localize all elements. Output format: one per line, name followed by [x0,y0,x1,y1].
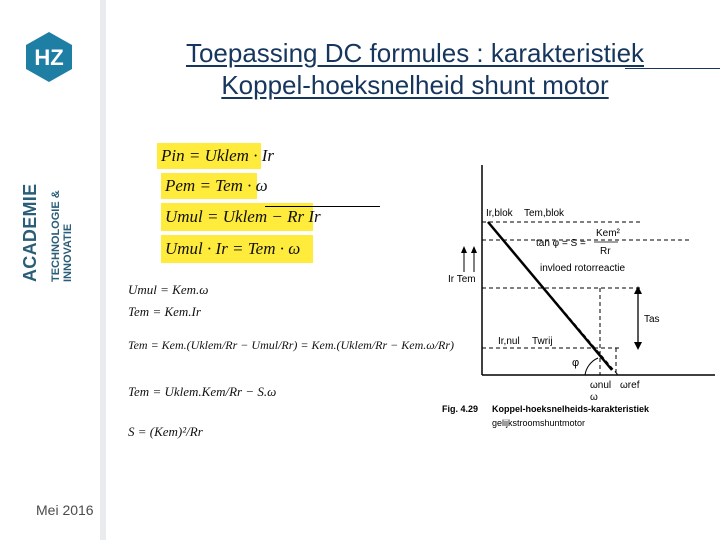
label-omega-nul: ωnul [590,380,612,391]
academie-label: ACADEMIE [20,183,40,282]
label-invloed: invloed rotorreactie [540,263,626,274]
torque-speed-diagram [440,150,720,435]
formula-pem: Pem = Tem · ω [165,176,268,195]
label-omega: ω [590,392,598,403]
formula-umul: Umul = Uklem − Rr Ir [165,207,321,226]
formula-pin: Pin = Uklem · Ir [161,146,274,165]
label-rr: Rr [600,246,611,257]
derivation-line-3: Tem = Kem.(Uklem/Rr − Umul/Rr) = Kem.(Uklem/Rr − Kem.ω/Rr) [128,338,455,352]
caption-fig: Fig. 4.29 [442,404,479,414]
label-omega-ref: ωref [620,380,640,391]
label-tem-blok: Tem,blok [524,208,565,219]
derivation [120,276,455,466]
slide-title [110,38,720,101]
derivation-line-4: Tem = Uklem.Kem/Rr − S.ω [128,384,277,399]
title-line-2: Koppel-hoeksnelheid shunt motor [221,69,609,100]
sidebar-divider [100,0,106,540]
formula-power-balance: Umul · Ir = Tem · ω [165,239,301,258]
label-ir-nul: Ir,nul [498,336,520,347]
label-ir-blok: Ir,blok [486,208,513,219]
label-phi: φ [572,357,580,369]
label-ir-tem: Ir Tem [448,274,476,285]
footer-date: Mei 2016 [36,502,94,518]
label-kem2: Kem² [596,228,620,239]
sidebar [0,0,97,540]
caption-line-2: gelijkstroomshuntmotor [492,418,586,428]
hz-logo [22,30,76,84]
caption-line-1: Koppel-hoeksnelheids-karakteristiek [492,404,650,414]
title-underline-extension [625,68,720,69]
label-twrij: Twrij [532,336,553,347]
title-line-1: Toepassing DC formules : karakteristiek [185,38,645,68]
technologie-label: TECHNOLOGIE & [50,190,62,282]
derivation-line-1: Umul = Kem.ω [128,282,209,297]
label-tan: tan φ = S = [536,238,586,249]
label-tas: Tas [644,314,660,325]
derivation-line-2: Tem = Kem.Ir [128,304,201,319]
derivation-line-5: S = (Kem)²/Rr [128,424,203,439]
highlighted-formulas [157,143,397,268]
innovatie-label: INNOVATIE [62,223,74,282]
logo-text: HZ [34,45,64,70]
formula-rule [265,206,380,207]
